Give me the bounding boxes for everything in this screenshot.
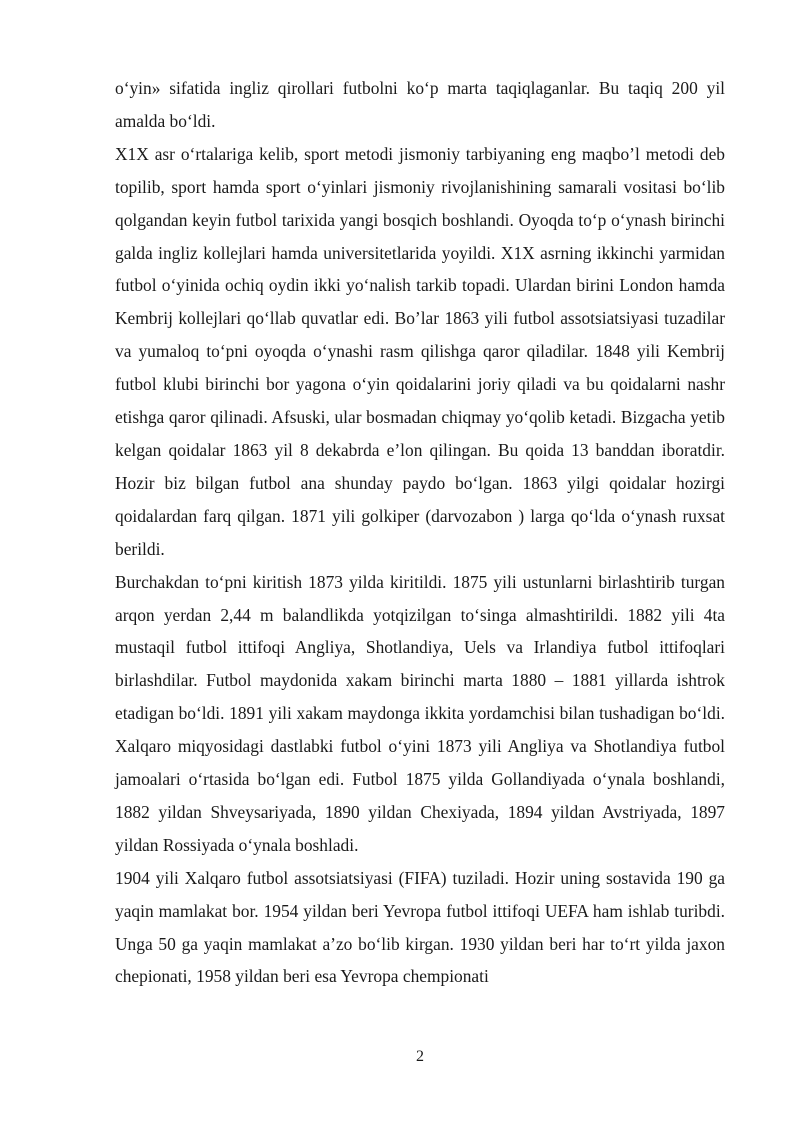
document-page xyxy=(115,72,725,993)
paragraph-4: 1904 yili Xalqaro futbol assotsiatsiyasi (FIFA) tuziladi. Hozir uning sostavida 190 ga yaqin mamlakat bor. 1954 yildan beri Yevropa futbol ittifoqi UEFA ham ishlab turibdi. Unga 50 ga yaqin mamlakat a’zo bo‘lib kirgan. 1930 yildan beri har to‘rt yilda jaxon chepionati, 1958 yildan beri esa Yevropa chempionati xyxy=(115,867,725,987)
paragraph-3: Burchakdan to‘pni kiritish 1873 yilda kiritildi. 1875 yili ustunlarni birlashtirib turgan arqon yerdan 2,44 m balandlikda yotqizilgan to‘singa almashtirildi. 1882 yili 4ta mustaqil futbol ittifoqi Angliya, Shotlandiya, Uels va Irlandiya futbol ittifoqlari birlashdilar. Futbol maydonida xakam birinchi marta 1880 – 1881 yillarda ishtrok etadigan bo‘ldi. 1891 yili xakam maydonga ikkita yordamchisi bilan tushadigan bo‘ldi. Xalqaro miqyosidagi dastlabki futbol o‘yini 1873 yili Angliya va Shotlandiya futbol jamoalari o‘rtasida bo‘lgan edi. Futbol 1875 yilda Gollandiyada o‘ynala boshlandi, 1882 yildan Shveysariyada, 1890 yildan Chexiyada, 1894 yildan Avstriyada, 1897 yildan Rossiyada o‘ynala boshladi. xyxy=(115,571,725,855)
paragraph-1: o‘yin» sifatida ingliz qirollari futbolni ko‘p marta taqiqlaganlar. Bu taqiq 200 yil amalda bo‘ldi. xyxy=(115,78,725,131)
paragraph-2: X1X asr o‘rtalariga kelib, sport metodi jismoniy tarbiyaning eng maqbo’l metodi deb topilib, sport hamda sport o‘yinlari jismoniy rivojlanishining samarali vositasi bo‘lib qolgandan keyin futbol tarixida yangi bosqich boshlandi. Oyoqda to‘p o‘ynash birinchi galda ingliz kollejlari hamda universitetlarida yoyildi. X1X asrning ikkinchi yarmidan futbol o‘yinida ochiq oydin ikki yo‘nalish tarkib topadi. Ulardan birini London hamda Kembrij kollejlari qo‘llab quvatlar edi. Bo’lar 1863 yili futbol assotsiatsiyasi tuzadilar va yumaloq to‘pni oyoqda o‘ynashi rasm qilishga qaror qiladilar. 1848 yili Kembrij futbol klubi birinchi bor yagona o‘yin qoidalarini joriy qiladi va bu qoidalarni nashr etishga qaror qilinadi. Afsuski, ular bosmadan chiqmay yo‘qolib ketadi. Bizgacha yetib kelgan qoidalar 1863 yil 8 dekabrda e’lon qilingan. Bu qoida 13 banddan iboratdir. Hozir biz bilgan futbol ana shunday paydo bo‘lgan. 1863 yilgi qoidalar hozirgi qoidalardan farq qilgan. 1871 yili golkiper (darvozabon ) larga qo‘lda o‘ynash ruxsat berildi. xyxy=(115,143,725,559)
page-number: 2 xyxy=(416,1048,424,1065)
